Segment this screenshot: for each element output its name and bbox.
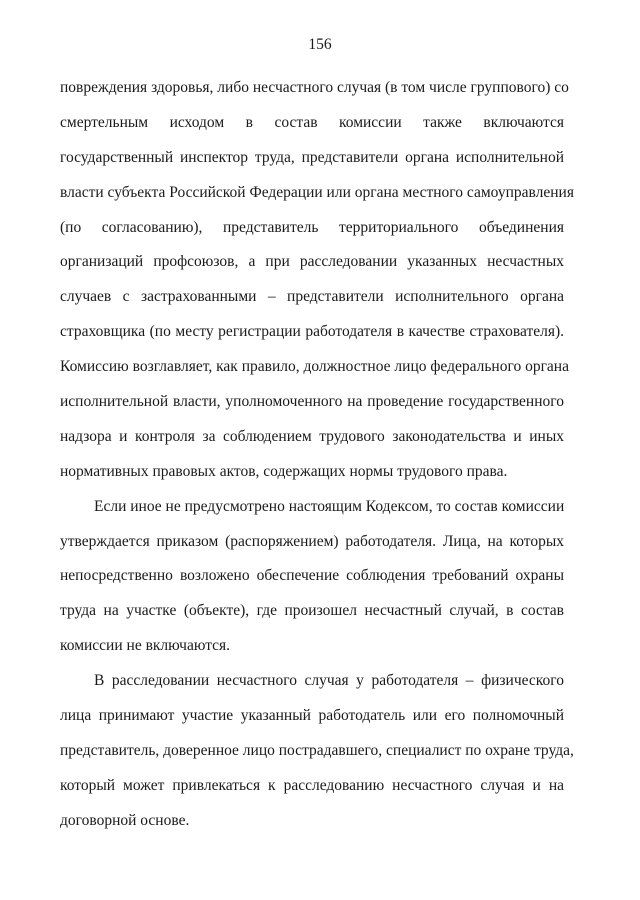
- text-line: государственный инспектор труда, представители органа исполнительной: [60, 148, 564, 166]
- text-line: власти субъекта Российской Федерации или органа местного самоуправления: [60, 183, 574, 201]
- text-line: (по согласованию), представитель территориального объединения: [60, 218, 564, 236]
- text-line: исполнительной власти, уполномоченного на проведение государственного: [60, 393, 564, 411]
- document-body: [60, 77, 574, 845]
- text-line: который может привлекаться к расследованию несчастного случая и на: [60, 776, 564, 794]
- text-line: случаев с застрахованными – представители исполнительного органа: [60, 288, 564, 306]
- text-line: Комиссию возглавляет, как правило, должностное лицо федерального органа: [60, 358, 569, 376]
- text-line: организаций профсоюзов, а при расследовании указанных несчастных: [60, 253, 564, 271]
- text-line: В расследовании несчастного случая у работодателя – физического: [94, 672, 564, 690]
- text-line: договорной основе.: [60, 811, 190, 829]
- text-line: утверждается приказом (распоряжением) работодателя. Лица, на которых: [60, 532, 564, 550]
- text-line: непосредственно возложено обеспечение соблюдения требований охраны: [60, 567, 564, 585]
- text-line: повреждения здоровья, либо несчастного случая (в том числе группового) со: [60, 79, 569, 96]
- text-line: страховщика (по месту регистрации работодателя в качестве страхователя).: [60, 323, 564, 341]
- text-line: Если иное не предусмотрено настоящим Кодексом, то состав комиссии: [94, 497, 565, 515]
- page-number: 156: [308, 36, 332, 53]
- text-line: комиссии не включаются.: [60, 637, 231, 655]
- paragraph-3: [60, 670, 574, 844]
- text-line: труда на участке (объекте), где произошел несчастный случай, в состав: [60, 602, 564, 620]
- text-line: лица принимают участие указанный работодатель или его полномочный: [60, 707, 564, 725]
- text-line: представитель, доверенное лицо пострадавшего, специалист по охране труда,: [60, 741, 574, 759]
- text-line: надзора и контроля за соблюдением трудового законодательства и иных: [60, 427, 564, 445]
- text-line: нормативных правовых актов, содержащих нормы трудового права.: [60, 462, 508, 480]
- paragraph-1: [60, 77, 574, 496]
- text-line: смертельным исходом в состав комиссии также включаются: [60, 113, 564, 131]
- paragraph-2: [60, 496, 564, 670]
